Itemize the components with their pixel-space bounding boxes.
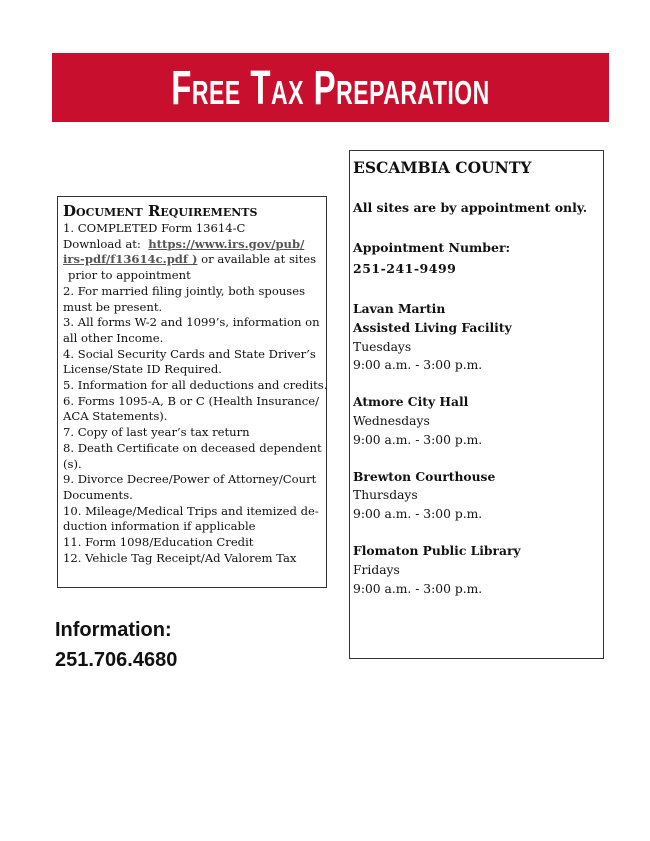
site-day: Thursdays — [353, 488, 418, 503]
document-requirements-box — [57, 196, 327, 588]
availability-text: or available at sites — [197, 252, 317, 267]
requirement-line: 7. Copy of last year’s tax return — [63, 425, 250, 440]
requirement-line: 3. All forms W-2 and 1099’s, information on — [63, 315, 320, 330]
site-lavan-martin — [353, 300, 599, 375]
site-name: Lavan Martin — [353, 301, 446, 316]
site-hours: 9:00 a.m. - 3:00 p.m. — [353, 432, 483, 447]
requirement-line: 2. For married filing jointly, both spouses — [63, 283, 306, 298]
site-name: Brewton Courthouse — [353, 468, 496, 484]
site-hours: 9:00 a.m. - 3:00 p.m. — [353, 507, 483, 522]
requirement-line — [63, 252, 322, 268]
requirement-line: 11. Form 1098/Education Credit — [63, 535, 254, 550]
requirement-line: 8. Death Certificate on deceased dependent — [63, 440, 322, 455]
page-title: Free Tax Preparation — [171, 59, 490, 114]
download-label: Download at: — [63, 236, 141, 251]
county-info-box — [349, 150, 604, 659]
form-download-link[interactable]: https://www.irs.gov/pub/ — [148, 236, 305, 251]
requirement-line: 1. COMPLETED Form 13614-C — [63, 221, 246, 235]
requirement-line: 10. Mileage/Medical Trips and itemized de- — [63, 503, 319, 518]
appointment-number: 251-241-9499 — [353, 261, 457, 276]
site-flomaton-public-library — [353, 542, 599, 598]
information-block — [55, 615, 177, 675]
requirement-line: ACA Statements). — [63, 409, 168, 424]
appointment-label: Appointment Number: — [353, 240, 511, 255]
requirement-line: License/State ID Required. — [63, 362, 222, 377]
site-hours: 9:00 a.m. - 3:00 p.m. — [353, 358, 483, 373]
site-name-line2: Assisted Living Facility — [353, 319, 512, 335]
form-download-link-cont[interactable]: irs-pdf/f13614c.pdf ) — [63, 252, 198, 267]
header-banner — [52, 53, 609, 122]
county-title: ESCAMBIA COUNTY — [353, 158, 532, 177]
information-phone[interactable]: 251.706.4680 — [55, 649, 178, 671]
requirement-line: all other Income. — [63, 330, 164, 345]
site-day: Fridays — [353, 562, 400, 577]
requirement-line — [63, 237, 322, 253]
site-day: Wednesdays — [353, 413, 430, 428]
requirement-line: 12. Vehicle Tag Receipt/Ad Valorem Tax — [63, 550, 297, 565]
appointment-note: All sites are by appointment only. — [353, 200, 588, 215]
requirement-line: 5. Information for all deductions and credits. — [63, 378, 328, 393]
site-day: Tuesdays — [353, 339, 412, 354]
site-atmore-city-hall — [353, 393, 599, 449]
site-name: Flomaton Public Library — [353, 542, 521, 558]
requirement-line: duction information if applicable — [63, 519, 256, 534]
information-label: Information: — [55, 619, 172, 641]
site-brewton-courthouse — [353, 468, 599, 524]
requirement-line: prior to appointment — [68, 268, 191, 283]
requirement-line: must be present. — [63, 299, 163, 314]
requirement-line: Documents. — [63, 487, 133, 502]
site-name: Atmore City Hall — [353, 394, 469, 410]
site-hours: 9:00 a.m. - 3:00 p.m. — [353, 581, 483, 596]
requirement-line: (s). — [63, 456, 82, 471]
requirement-line: 4. Social Security Cards and State Driver’s — [63, 346, 316, 361]
requirement-line: 9. Divorce Decree/Power of Attorney/Court — [63, 472, 317, 487]
document-requirements-heading: Document Requirements — [63, 202, 258, 220]
requirement-line: 6. Forms 1095-A, B or C (Health Insurance/ — [63, 393, 320, 408]
